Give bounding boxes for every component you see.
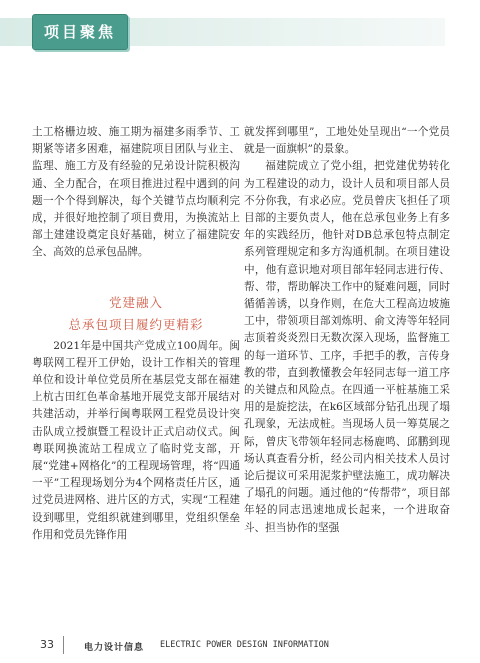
left-column [32, 124, 240, 544]
subheading-line-2: 总承包项目履约更精彩 [68, 316, 204, 332]
banner-tab [32, 14, 128, 50]
section-banner [0, 14, 480, 58]
right-column [244, 124, 450, 537]
section-title: 项目聚焦 [43, 23, 116, 41]
right-paragraph-2: 福建院成立了党小组，把党建优势转化为工程建设的动力，设计人员和项目部人员不分你我，有求必应。党员曾庆飞担任了项目部的主要负责人，他在总承包业务上有多年的实践经历，他针对DB总承包特点制定系列管理规定和多方沟通机制。在项目建设中，他有意识地对项目部年轻同志进行传、帮、带，帮助解决工作中的疑难问题，同时循循善诱，以身作则，在危大工程高边坡施工中，带领项目部刘炼明、俞文涛等年轻同志顶着炎炎烈日无数次深入现场，监督施工的每一道环节、工序，手把手的教，言传身教的带，直到教懂教会年轻同志每一道工序的关键点和风险点。在四通一平桩基施工采用的是旋挖法，在k6区域部分钻孔出现了塌孔现象，无法成桩。当现场人员一筹莫展之际，曾庆飞带领年轻同志杨鹿鸣、邱鹏到现场认真查看分析，经公司内相关技术人员讨论后提议可采用泥浆护壁法施工，成功解决了塌孔的问题。通过他的“传帮带”，项目部年轻的同志迅速地成长起来，一个进取奋斗、担当协作的坚强 [244, 160, 450, 534]
left-paragraph-1: 土工格栅边坡、施工期为福建多雨季节、工期紧等诸多困难，福建院项目团队与业主、监理、施工方及有经验的兄弟设计院积极沟通、全力配合，在项目推进过程中遇到的问题一个个得到解决，每个关键节点均顺利完成，并很好地控制了项目费用，为换流站上部土建建设奠定良好基础，树立了福建院安全、高效的总承包品牌。 [32, 126, 240, 259]
magazine-name: 电力设计信息 [84, 643, 145, 653]
page-number: 33 [40, 638, 54, 651]
magazine-name-english: ELECTRIC POWER DESIGN INFORMATION [160, 640, 329, 650]
left-paragraph-2: 2021年是中国共产党成立100周年。闽粤联网工程开工伊始，设计工作相关的管理单位和设计单位党员所在基层党支部在福建上杭古田红色革命基地开展党支部开展结对共建活动，并举行闽粤联网工程党员设计突击队成立授旗暨工程设计正式启动仪式。闽粤联网换流站工程成立了临时党支部，开展“党建+网格化”的工程现场管理，将“四通一平”工程现场划分为4个网格责任片区，通过党员进网格、进片区的方式，实现“工程建设到哪里，党组织就建到哪里，党组织堡垒作用和党员先锋作用 [32, 339, 240, 541]
right-paragraph-1: 就发挥到哪里”，工地处处呈现出“一个党员就是一面旗帜”的景象。 [244, 126, 450, 156]
subheading-line-1: 党建融入 [108, 294, 163, 310]
footer-divider [63, 636, 64, 654]
page-footer [0, 636, 480, 658]
